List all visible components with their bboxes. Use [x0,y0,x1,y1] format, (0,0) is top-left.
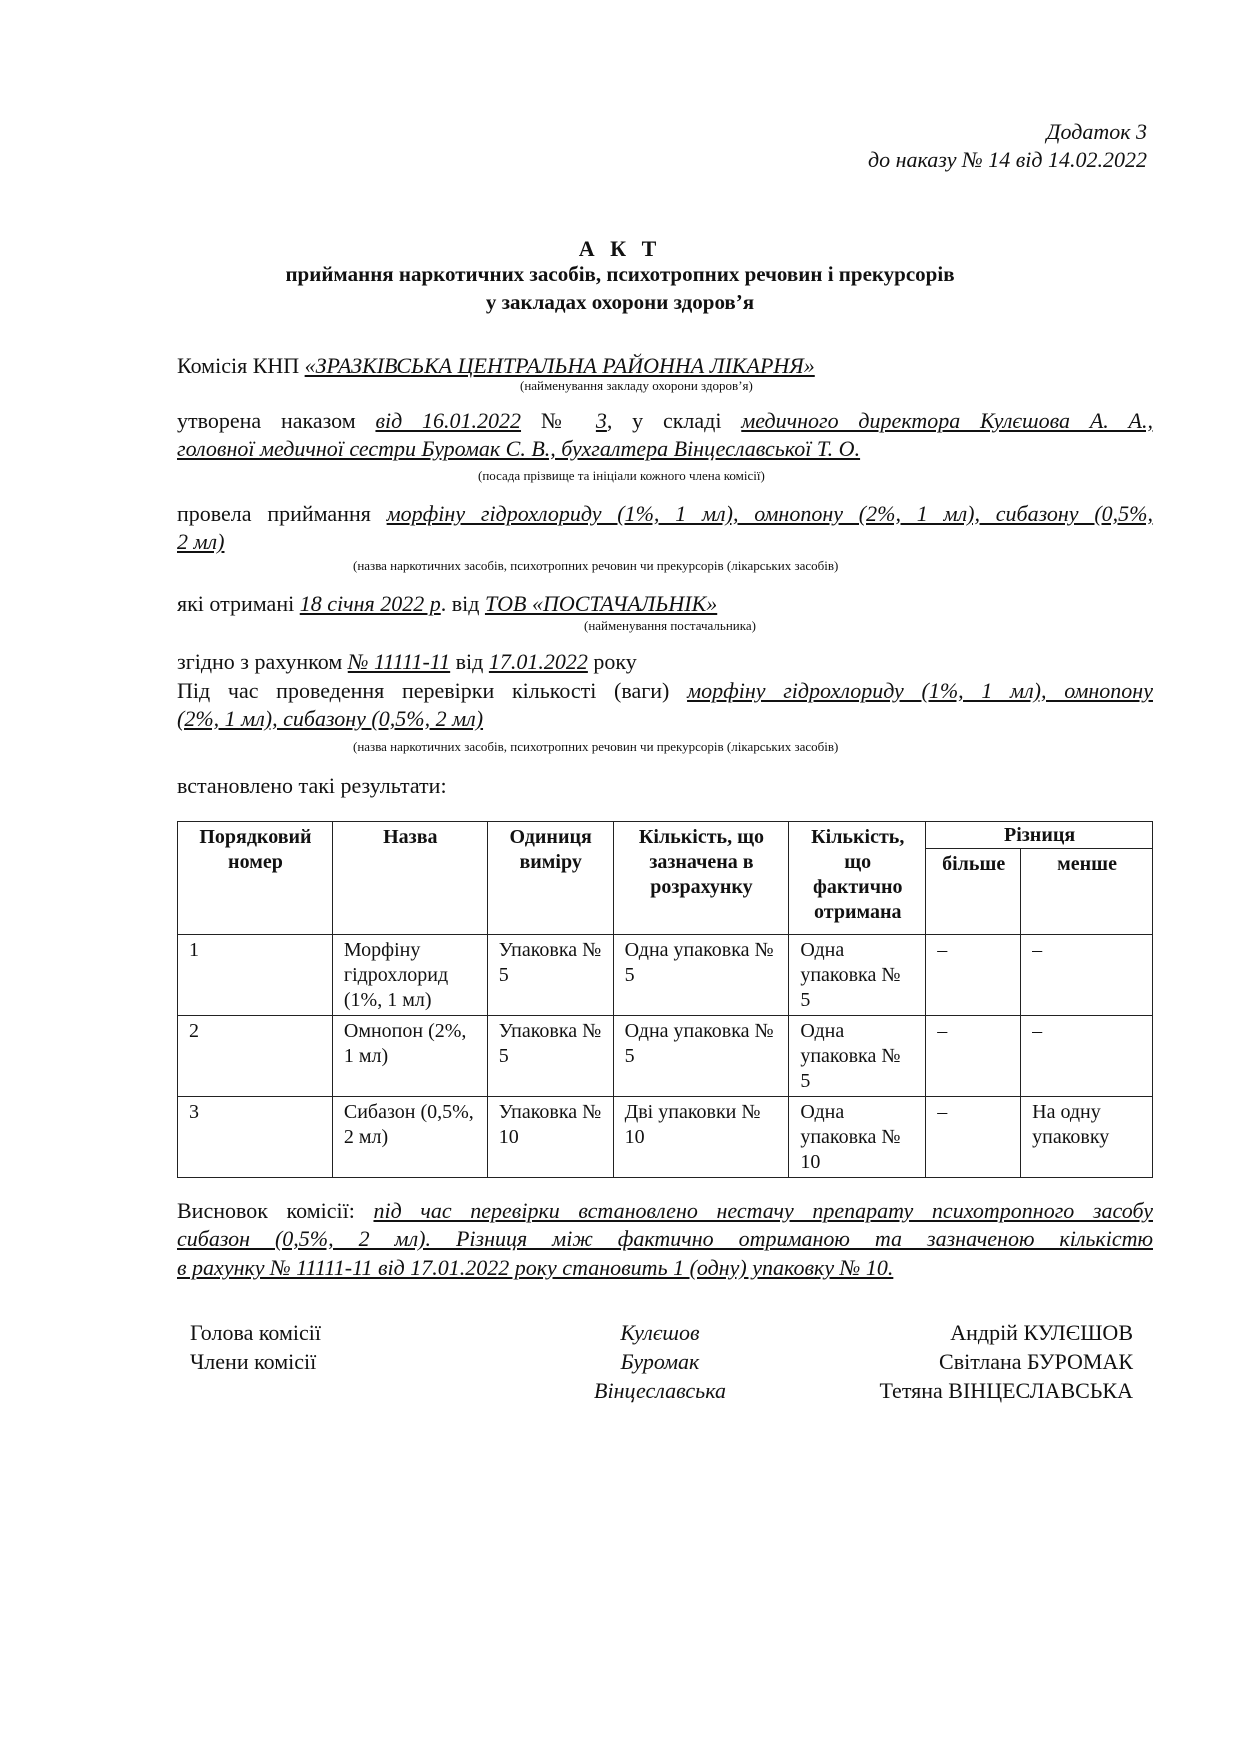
cell-more: – [926,935,1021,1016]
cell-number: 2 [178,1016,333,1097]
supplier-name: ТОВ «ПОСТАЧАЛЬНІК» [484,591,718,616]
cell-unit: Упаковка № 5 [487,1016,613,1097]
order-members-1: медичного директора Кулєшова А. А., [741,408,1153,433]
header-unit: Одиниця виміру [487,822,613,935]
order-line-1 [177,407,1153,434]
table-row [178,935,1153,1016]
conclusion-line-3 [177,1254,1153,1281]
acceptance-drugs-1: морфіну гідрохлориду (1%, 1 мл), омнопону (2%, 1 мл), сибазону (0,5%, [386,501,1154,526]
institution-hint: (найменування закладу охорони здоров’я) [520,378,753,393]
acceptance-line-2 [177,528,1153,555]
conclusion-prefix: Висновок комісії: [177,1198,374,1223]
cell-number: 3 [178,1097,333,1178]
cell-actual-qty: Одна упаковка № 5 [789,1016,926,1097]
cell-less: – [1021,935,1153,1016]
cell-more: – [926,1016,1021,1097]
cell-invoice-qty: Дві упаковки № 10 [613,1097,789,1178]
invoice-from: від [450,649,489,674]
check-drugs-1: морфіну гідрохлориду (1%, 1 мл), омнопону [687,678,1153,703]
cell-actual-qty: Одна упаковка № 5 [789,935,926,1016]
order-date: від 16.01.2022 [375,408,522,433]
order-line-2 [177,435,1153,462]
supplier-hint: (найменування постачальника) [584,618,756,633]
chair-label: Голова комісії [190,1320,322,1345]
received-date: 18 січня 2022 р [299,591,441,616]
invoice-number: № 11111-11 [347,649,451,674]
header-number: Порядковий номер [178,822,333,935]
conclusion-text-1: під час перевірки встановлено нестачу препарату психотропного засобу [373,1198,1153,1223]
cell-name: Морфіну гідрохлорид (1%, 1 мл) [332,935,487,1016]
acceptance-prefix: провела приймання [177,501,387,526]
order-composition-prefix: , у складі [606,408,742,433]
header-more: більше [926,849,1021,935]
results-intro: встановлено такі результати: [177,773,447,798]
name-kuleshov: Андрій КУЛЄШОВ [950,1320,1133,1345]
annex-line-2: до наказу № 14 від 14.02.2022 [867,147,1147,172]
table-row [178,1097,1153,1178]
order-prefix: утворена наказом [177,408,376,433]
check-line-1 [177,677,1153,704]
cell-more: – [926,1097,1021,1178]
cell-less: На одну упаковку [1021,1097,1153,1178]
received-line [177,590,1153,617]
signatory-names [879,1318,1133,1405]
invoice-prefix: згідно з рахунком [177,649,348,674]
signature-kuleshov: Кулєшов [620,1320,700,1345]
commission-line [177,352,1153,379]
invoice-line [177,648,1153,675]
cell-invoice-qty: Одна упаковка № 5 [613,1016,789,1097]
document-subtitle-1: приймання наркотичних засобів, психотропних речовин і прекурсорів [285,262,955,286]
cell-actual-qty: Одна упаковка № 10 [789,1097,926,1178]
header-actual-qty: Кількість, що фактично отримана [789,822,926,935]
cell-number: 1 [178,935,333,1016]
header-name: Назва [332,822,487,935]
conclusion-line-1 [177,1197,1153,1224]
conclusion-text-3: в рахунку № 11111-11 від 17.01.2022 року становить 1 (одну) упаковку № 10. [177,1255,894,1280]
check-hint: (назва наркотичних засобів, психотропних речовин чи прекурсорів (лікарських засобів) [353,739,839,754]
cell-invoice-qty: Одна упаковка № 5 [613,935,789,1016]
header-invoice-qty: Кількість, що зазначена в розрахунку [613,822,789,935]
document-title: А К Т [578,236,662,261]
annex-reference [868,118,1147,174]
check-prefix: Під час проведення перевірки кількості (ваги) [177,678,688,703]
acceptance-drugs-2: 2 мл) [177,529,225,554]
cell-name: Омнопон (2%, 1 мл) [332,1016,487,1097]
order-number-sign: № [521,408,596,433]
handwritten-signatures [560,1318,760,1405]
annex-line-1: Додаток 3 [1046,119,1147,144]
commission-prefix: Комісія КНП [177,353,305,378]
institution-name: «ЗРАЗКІВСЬКА ЦЕНТРАЛЬНА РАЙОННА ЛІКАРНЯ» [304,353,815,378]
conclusion-line-2 [177,1225,1153,1252]
conclusion-text-2: сибазон (0,5%, 2 мл). Різниця між фактично отриманою та зазначеною кількістю [177,1226,1153,1251]
header-difference: Різниця [926,822,1153,849]
received-from: . від [440,591,485,616]
table-row [178,1016,1153,1097]
signature-labels [190,1318,321,1376]
document-subtitle-2: у закладах охорони здоров’я [485,290,755,314]
cell-name: Сибазон (0,5%, 2 мл) [332,1097,487,1178]
name-buromak: Світлана БУРОМАК [939,1349,1133,1374]
cell-less: – [1021,1016,1153,1097]
header-less: менше [1021,849,1153,935]
signature-vintseslavska: Вінцеславська [594,1378,726,1403]
check-line-2 [177,705,1153,732]
invoice-date: 17.01.2022 [488,649,588,674]
cell-unit: Упаковка № 5 [487,935,613,1016]
members-hint: (посада прізвище та ініціали кожного члена комісії) [478,468,765,483]
members-label: Члени комісії [190,1349,317,1374]
results-table [177,821,1153,1178]
cell-unit: Упаковка № 10 [487,1097,613,1178]
signature-buromak: Буромак [620,1349,700,1374]
received-prefix: які отримані [177,591,300,616]
order-members-2: головної медичної сестри Буромак С. В., бухгалтера Вінцеславської Т. О. [177,436,861,461]
acceptance-hint: (назва наркотичних засобів, психотропних речовин чи прекурсорів (лікарських засобів) [353,558,839,573]
order-number: 3 [595,408,607,433]
name-vintseslavska: Тетяна ВІНЦЕСЛАВСЬКА [879,1378,1133,1403]
check-drugs-2: (2%, 1 мл), сибазону (0,5%, 2 мл) [177,706,484,731]
acceptance-line-1 [177,500,1153,527]
invoice-suffix: року [587,649,637,674]
table-header-row [178,822,1153,849]
